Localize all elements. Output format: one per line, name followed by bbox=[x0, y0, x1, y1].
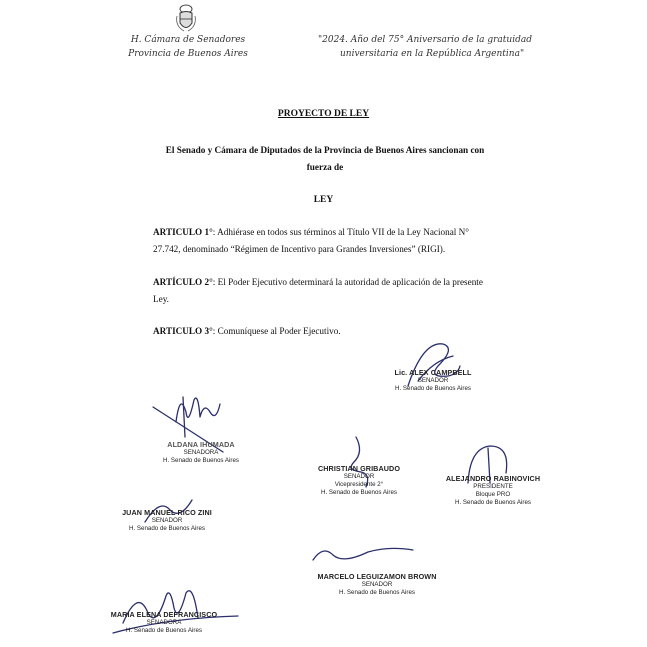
signer-org-gribaudo: H. Senado de Buenos Aires bbox=[320, 489, 398, 496]
article-2-line1: : El Poder Ejecutivo determinará la autoridad de aplicación de la presente bbox=[212, 277, 483, 287]
preamble-line2: fuerza de bbox=[306, 162, 344, 172]
signer-role-rico-zini: SENADOR bbox=[151, 517, 183, 524]
article-2 bbox=[153, 274, 513, 308]
article-1 bbox=[153, 224, 513, 258]
header-right-line2: universitaria en la República Argentina" bbox=[340, 49, 525, 59]
signer-name-ihumada: ALDANA IHUMADA bbox=[167, 440, 235, 449]
signer-role-gribaudo: SENADOR bbox=[343, 473, 375, 480]
article-3-label: ARTICULO 3° bbox=[153, 326, 213, 336]
signer-name-campbell: Lic. ALEX CAMPBELL bbox=[394, 368, 472, 377]
preamble-line1: El Senado y Cámara de Diputados de la Provincia de Buenos Aires sancionan con bbox=[165, 145, 485, 155]
header-left-line2: Provincia de Buenos Aires bbox=[128, 49, 248, 59]
law-heading: LEY bbox=[313, 195, 334, 205]
signer-title-gribaudo: Vicepresidente 2° bbox=[334, 481, 384, 488]
signer-name-gribaudo: CHRISTIAN GRIBAUDO bbox=[317, 464, 401, 473]
signature-leguizamon-icon bbox=[308, 540, 418, 570]
article-1-line1: : Adhiérase en todos sus términos al Título VII de la Ley Nacional N° bbox=[212, 227, 469, 237]
signer-role-campbell: SENADOR bbox=[417, 377, 449, 384]
signer-org-ihumada: H. Senado de Buenos Aires bbox=[162, 457, 240, 464]
signer-name-rico-zini: JUAN MANUEL RICO ZINI bbox=[122, 508, 212, 517]
signer-org-defrancisco: H. Senado de Buenos Aires bbox=[125, 627, 203, 634]
signer-name-defrancisco: MARIA ELENA DEFRANCISCO bbox=[110, 610, 218, 619]
signer-role-rabinovich: PRESIDENTE bbox=[473, 483, 513, 490]
signature-block-ihumada bbox=[146, 440, 256, 465]
signer-role-defrancisco: SENADORA bbox=[146, 619, 182, 626]
signature-block-campbell bbox=[368, 368, 498, 393]
article-1-line2: 27.742, denominado “Régimen de Incentivo para Grandes Inversiones” (RIGI). bbox=[153, 244, 446, 254]
signer-role-ihumada: SENADORA bbox=[183, 449, 219, 456]
signer-role-leguizamon: SENADOR bbox=[361, 581, 393, 588]
signature-block-leguizamon bbox=[312, 572, 442, 597]
header-right-line1: "2024. Año del 75° Aniversario de la gratuidad bbox=[318, 35, 532, 45]
signer-name-rabinovich: ALEJANDRO RABINOVICH bbox=[445, 474, 541, 483]
article-2-label: ARTÍCULO 2° bbox=[153, 277, 213, 287]
signature-block-rabinovich bbox=[438, 474, 548, 507]
signature-block-rico-zini bbox=[112, 508, 222, 533]
signer-name-leguizamon: MARCELO LEGUIZAMON BROWN bbox=[317, 572, 437, 581]
header-left-line1: H. Cámara de Senadores bbox=[130, 35, 246, 45]
article-3-line1: : Comuníquese al Poder Ejecutivo. bbox=[212, 326, 341, 336]
signer-org-rabinovich: H. Senado de Buenos Aires bbox=[454, 499, 532, 506]
document-title: PROYECTO DE LEY bbox=[277, 109, 370, 119]
provincial-coat-of-arms-icon bbox=[174, 4, 198, 34]
article-2-line2: Ley. bbox=[153, 294, 169, 304]
signer-bloc-rabinovich: Bloque PRO bbox=[475, 491, 511, 498]
signer-org-leguizamon: H. Senado de Buenos Aires bbox=[338, 589, 416, 596]
signer-org-rico-zini: H. Senado de Buenos Aires bbox=[128, 525, 206, 532]
signer-org-campbell: H. Senado de Buenos Aires bbox=[394, 385, 472, 392]
article-1-label: ARTICULO 1° bbox=[153, 227, 213, 237]
signature-block-defrancisco bbox=[104, 610, 224, 635]
signature-block-gribaudo bbox=[304, 464, 414, 497]
